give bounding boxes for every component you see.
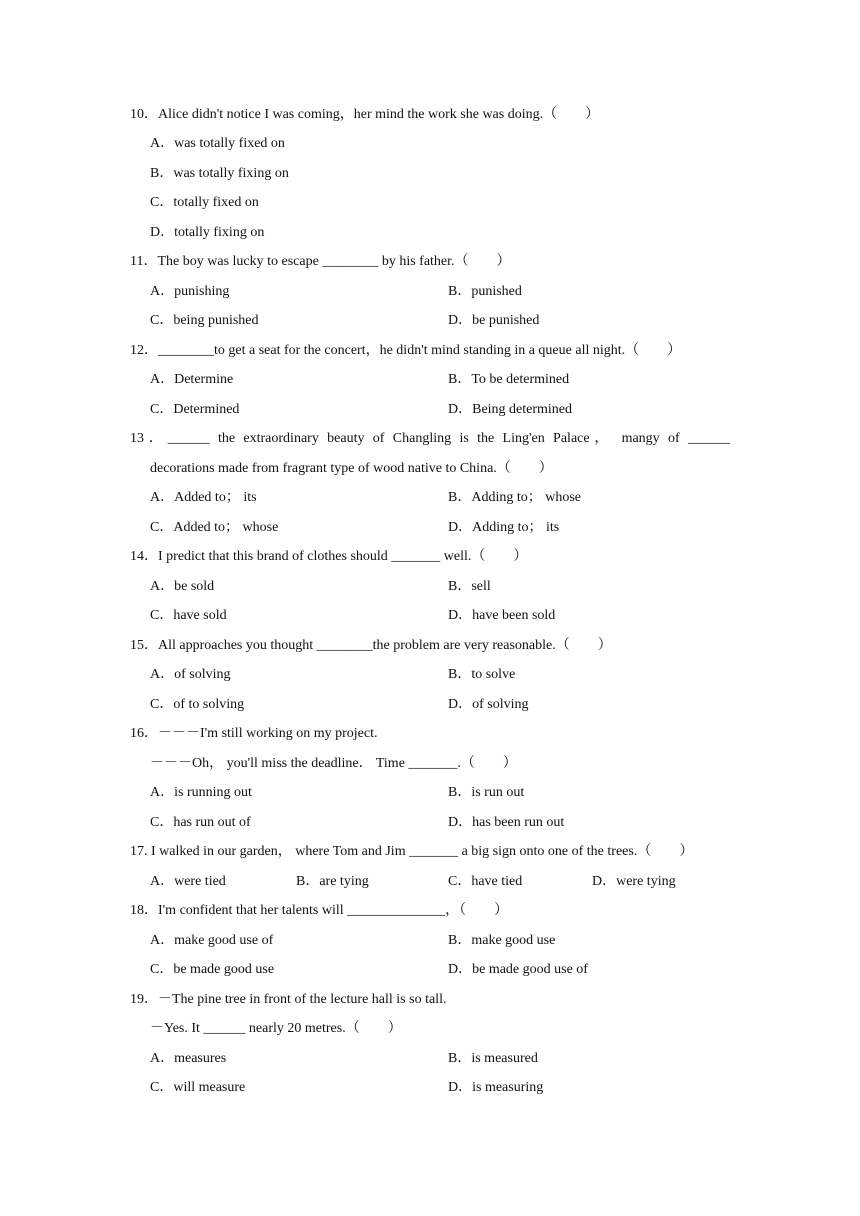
question-12-option-c: C．Determined — [150, 402, 240, 417]
question-17-option-b: B．are tying — [296, 874, 369, 889]
question-11-option-a: A．punishing — [150, 284, 230, 299]
question-13-option-d: D．Adding to； its — [448, 520, 560, 535]
question-11-option-c: C．being punished — [150, 313, 259, 328]
question-11-option-b: B．punished — [448, 284, 522, 299]
question-10-stem: 10．Alice didn't notice I was coming，her mind the work she was doing.（ ） — [130, 107, 600, 122]
question-16-option-b: B．is run out — [448, 785, 525, 800]
question-14-stem: 14．I predict that this brand of clothes should _______ well.（ ） — [130, 549, 528, 564]
question-13-option-c: C．Added to； whose — [150, 520, 279, 535]
question-19-stem: 19．－The pine tree in front of the lecture hall is so tall. — [130, 992, 447, 1007]
question-17-stem: 17. I walked in our garden， where Tom and Jim _______ a big sign onto one of the trees.（ ） — [130, 844, 694, 859]
question-15-option-d: D．of solving — [448, 697, 529, 712]
question-16-option-c: C．has run out of — [150, 815, 251, 830]
question-14-option-d: D．have been sold — [448, 608, 556, 623]
question-11-stem: 11．The boy was lucky to escape ________ by his father.（ ） — [130, 254, 511, 269]
question-11-option-d: D．be punished — [448, 313, 540, 328]
question-18-option-c: C．be made good use — [150, 962, 275, 977]
question-19-stem-continued: －Yes. It ______ nearly 20 metres.（ ） — [150, 1021, 402, 1036]
question-18-stem: 18．I'm confident that her talents will ______________，（ ） — [130, 903, 509, 918]
question-19-option-a: A．measures — [150, 1051, 227, 1066]
question-18-option-a: A．make good use of — [150, 933, 274, 948]
question-17-option-a: A．were tied — [150, 874, 226, 889]
question-12-option-b: B．To be determined — [448, 372, 570, 387]
question-14-option-b: B．sell — [448, 579, 491, 594]
question-10-option-c: C．totally fixed on — [150, 195, 259, 210]
question-16-stem: 16．－－－I'm still working on my project. — [130, 726, 378, 741]
question-16-stem-continued: －－－Oh， you'll miss the deadline． Time _______.（ ） — [150, 756, 517, 771]
question-10-option-b: B．was totally fixing on — [150, 166, 289, 181]
question-12-option-d: D．Being determined — [448, 402, 573, 417]
question-13-option-b: B．Adding to； whose — [448, 490, 581, 505]
question-14-option-c: C．have sold — [150, 608, 227, 623]
question-10-option-a: A．was totally fixed on — [150, 136, 285, 151]
question-18-option-d: D．be made good use of — [448, 962, 588, 977]
question-15-option-c: C．of to solving — [150, 697, 245, 712]
question-15-option-a: A．of solving — [150, 667, 231, 682]
question-18-option-b: B．make good use — [448, 933, 556, 948]
question-15-stem: 15．All approaches you thought ________the problem are very reasonable.（ ） — [130, 638, 612, 653]
question-13-stem: 13．______ the extraordinary beauty of Changling is the Ling'en Palace， mangy of ______ — [130, 431, 730, 446]
question-13-stem-continued: decorations made from fragrant type of wood native to China.（ ） — [150, 461, 553, 476]
question-17-option-d: D．were tying — [592, 874, 676, 889]
question-10-option-d: D．totally fixing on — [150, 225, 265, 240]
question-19-option-d: D．is measuring — [448, 1080, 544, 1095]
question-14-option-a: A．be sold — [150, 579, 215, 594]
question-17-option-c: C．have tied — [448, 874, 523, 889]
question-12-option-a: A．Determine — [150, 372, 234, 387]
question-19-option-c: C．will measure — [150, 1080, 246, 1095]
question-12-stem: 12．________to get a seat for the concert，he didn't mind standing in a queue all night.（ ） — [130, 343, 682, 358]
question-16-option-a: A．is running out — [150, 785, 252, 800]
question-13-option-a: A．Added to； its — [150, 490, 257, 505]
question-16-option-d: D．has been run out — [448, 815, 565, 830]
question-15-option-b: B．to solve — [448, 667, 516, 682]
question-19-option-b: B．is measured — [448, 1051, 538, 1066]
